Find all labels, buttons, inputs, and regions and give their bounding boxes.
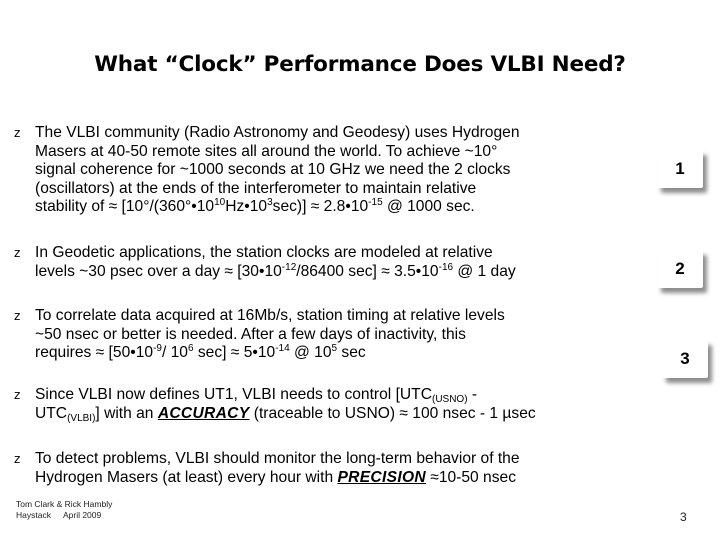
- bullet-2-line-1: In Geodetic applications, the station clocks are modeled at relative: [35, 244, 493, 261]
- bullet-5-line-1: To detect problems, VLBI should monitor the long-term behavior of the: [35, 450, 520, 467]
- bullet-1-line-1: The VLBI community (Radio Astronomy and Geodesy) uses Hydrogen: [35, 124, 520, 141]
- bullet-3-line-2: ~50 nsec or better is needed. After a few days of inactivity, this: [35, 325, 466, 343]
- bullet-4: [14, 386, 654, 423]
- bullet-mark-icon: z: [14, 126, 21, 140]
- slide-title: What “Clock” Performance Does VLBI Need?: [94, 52, 626, 77]
- bullet-1: [14, 124, 654, 217]
- bullet-1-line-2: Masers at 40-50 remote sites all around the world. To achieve ~10°: [35, 142, 498, 160]
- bullet-4-line-1: Since VLBI now defines UT1, VLBI needs to control [$UTC_{(USNO)}$ -: [35, 386, 478, 405]
- badge-3: 3: [662, 340, 708, 378]
- bullet-3-line-1: To correlate data acquired at 16Mb/s, station timing at relative levels: [35, 307, 505, 324]
- badge-1: 1: [657, 150, 703, 188]
- bullet-mark-icon: z: [14, 388, 21, 402]
- accuracy-emphasis: ACCURACY: [157, 404, 250, 422]
- bullet-1-line-4: (oscillators) at the ends of the interferometer to maintain relative: [35, 179, 477, 197]
- footer: [16, 499, 112, 521]
- bullet-mark-icon: z: [14, 452, 21, 466]
- bullet-mark-icon: z: [14, 309, 21, 323]
- bullet-1-line-5: stability of ≈ $[10^\circ/(360^\circ•10^{10}Hz•10^3\sec)]$ ≈ $2.8•10^{-15}$ @ 1000 sec.: [35, 197, 475, 215]
- bullet-3-line-3: requires ≈ [$50•10^{-9}/$ $10^6$ $\sec] \approx 5•10^{-14}$ @ $10^5$ sec: [35, 343, 366, 361]
- precision-emphasis: PRECISION: [337, 468, 426, 486]
- footer-place-date: Haystack April 2009: [16, 510, 102, 520]
- bullet-5: [14, 450, 654, 487]
- bullet-2-line-2: levels ~30 psec over a day ≈ [$30•10^{-12}/86400$ $\sec] \approx 3.5•10^{-16}$ @ 1 day: [35, 261, 516, 280]
- bullet-2: [14, 244, 654, 281]
- bullet-4-line-2: $UTC_{(VLBI)}$] with an ACCURACY (traceable to USNO) ≈ 100 nsec - 1 µsec: [35, 404, 536, 424]
- bullet-1-line-3: signal coherence for ~1000 seconds at 10 GHz we need the 2 clocks: [35, 161, 511, 178]
- badge-2: 2: [657, 250, 703, 288]
- page-number: 3: [680, 510, 687, 524]
- bullet-3: [14, 307, 654, 363]
- bullet-5-line-2: Hydrogen Masers (at least) every hour with PRECISION ≈10-50 nsec: [35, 468, 516, 486]
- bullet-mark-icon: z: [14, 246, 21, 260]
- footer-authors: Tom Clark & Rick Hambly: [16, 499, 113, 509]
